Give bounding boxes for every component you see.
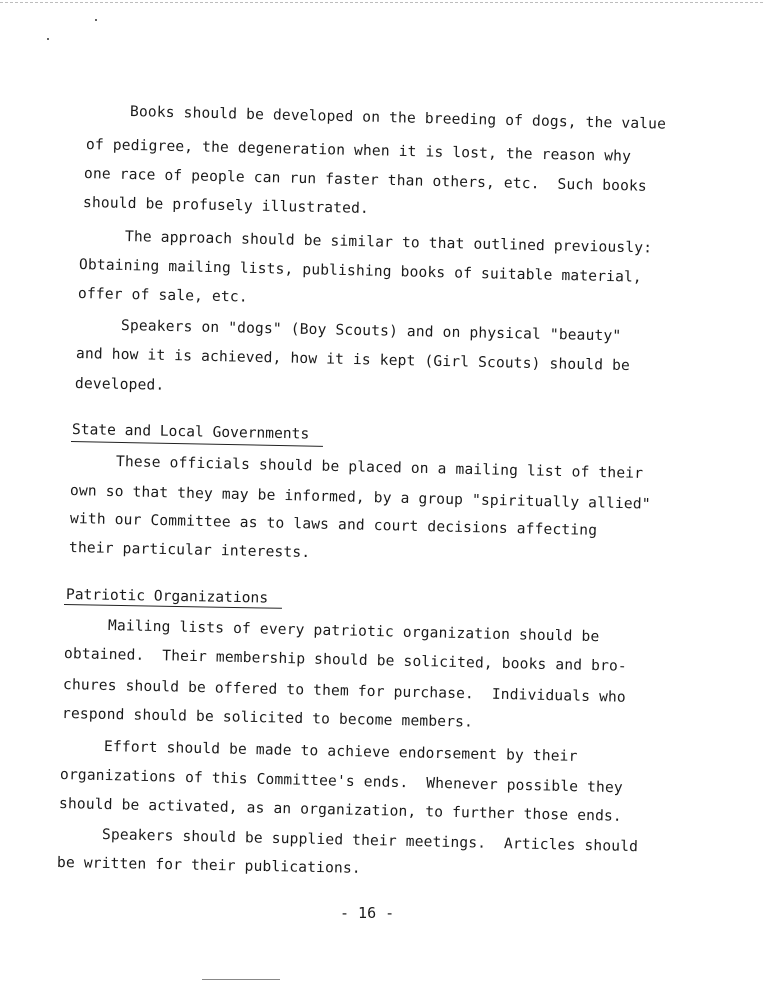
body-line: Speakers should be supplied their meetings. Articles should: [101, 826, 639, 856]
body-line: their particular interests.: [68, 539, 311, 562]
body-line: of pedigree, the degeneration when it is lost, the reason why: [85, 136, 632, 165]
section-heading: Patriotic Organizations: [65, 586, 269, 607]
body-line: should be activated, as an organization, to further those ends.: [58, 795, 623, 825]
body-line: developed.: [74, 375, 165, 394]
body-line: offer of sale, etc.: [77, 285, 248, 306]
body-line: chures should be offered to them for purchase. Individuals who: [62, 676, 627, 706]
body-line: be written for their publications.: [56, 854, 361, 877]
body-line: respond should be solicited to become members.: [61, 705, 474, 731]
body-line: These officials should be placed on a mailing list of their: [115, 453, 644, 482]
body-line: Speakers on "dogs" (Boy Scouts) and on physical "beauty": [120, 317, 622, 345]
body-line: Mailing lists of every patriotic organization should be: [107, 617, 600, 646]
scan-speck: [47, 38, 49, 40]
scan-speck: [95, 19, 97, 21]
section-heading: State and Local Governments: [71, 421, 310, 443]
body-line: with our Committee as to laws and court decisions affecting: [69, 510, 598, 539]
body-line: should be profusely illustrated.: [82, 194, 370, 217]
body-line: Effort should be made to achieve endorsement by their: [103, 738, 578, 765]
body-line: and how it is achieved, how it is kept (Girl Scouts) should be: [75, 345, 631, 375]
body-line: Books should be developed on the breeding of dogs, the value: [129, 103, 667, 133]
page-number: - 16 -: [340, 904, 395, 922]
body-line: organizations of this Committee's ends. Whenever possible they: [59, 766, 624, 797]
body-line: own so that they may be informed, by a group "spiritually allied": [69, 482, 651, 513]
body-line: obtained. Their membership should be solicited, books and bro-: [63, 645, 628, 675]
page-top-edge: [0, 2, 763, 3]
body-line: The approach should be similar to that outlined previously:: [124, 228, 653, 257]
body-line: one race of people can run faster than others, etc. Such books: [83, 165, 648, 195]
body-line: Obtaining mailing lists, publishing books of suitable material,: [78, 256, 643, 286]
footer-rule: [202, 979, 280, 980]
